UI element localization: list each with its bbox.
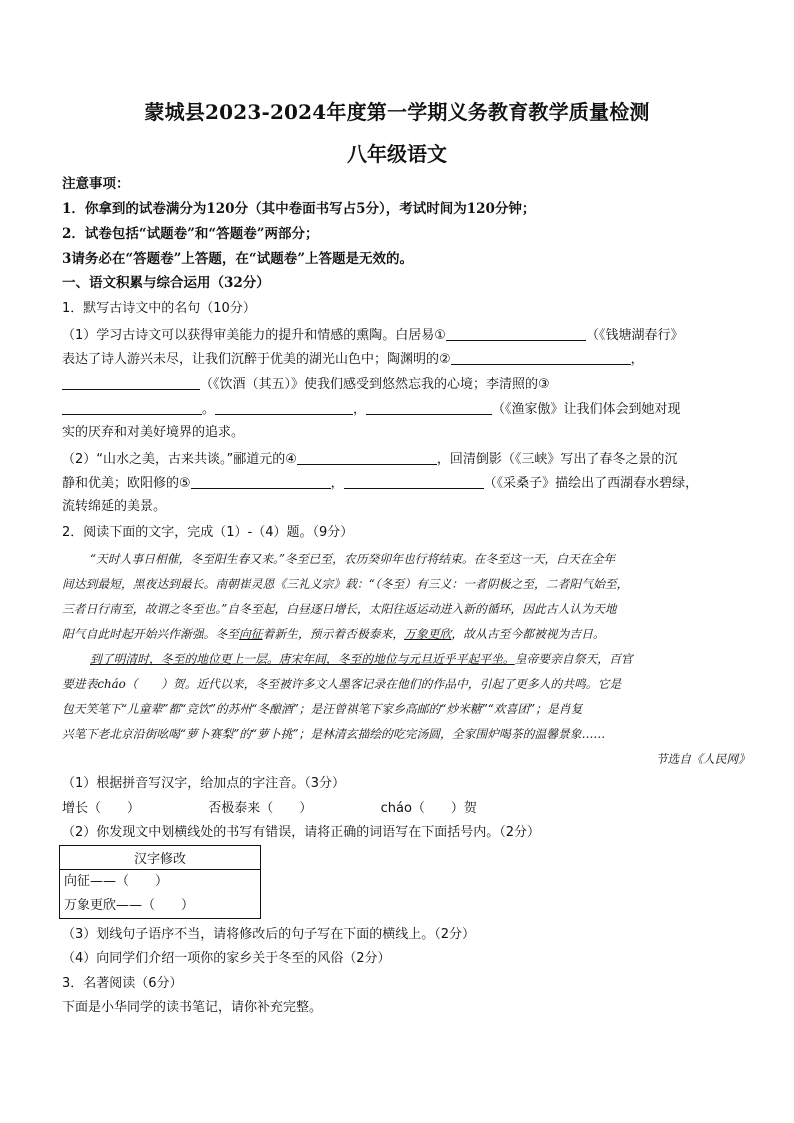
sub-question: （3）划线句子语序不当，请将修改后的句子写在下面的横线上。（2分） (62, 927, 476, 942)
text-span: （《采桑子》描绘出了西湖春水碧绿， (483, 476, 699, 491)
passage-line: 间达到最短，黑夜达到最长。南朝崔灵恩《三礼义宗》载：“（冬至）有三义：一者阴极之至，二者阳气始至， (62, 577, 629, 591)
q1-paragraph-line (62, 326, 683, 345)
text-span: （《饮酒（其五）》使我们感受到悠然忘我的心境；李清照的③ (200, 377, 550, 392)
q1-paragraph-line: 实的厌弃和对美好境界的追求。 (62, 425, 245, 440)
answer-blank-5a[interactable] (191, 474, 331, 489)
sub1-items (62, 800, 477, 818)
underlined-word: 万象更欣 (404, 627, 452, 641)
notes-item: 2．试卷包括“试题卷”和“答题卷”两部分； (62, 226, 319, 242)
passage-line: 包天笑笔下“儿童辈”都“竞饮”的苏州“冬酿酒”；是汪曾祺笔下家乡高邮的“炒米糖”“欢喜团”；是肖复 (62, 702, 583, 716)
text-span: 着新生，预示着否极泰来， (262, 627, 405, 641)
underlined-word: 向征 (238, 627, 263, 641)
sub-question: （1）根据拼音写汉字，给加点的字注音。（3分） (62, 776, 346, 791)
question-title: 1．默写古诗文中的名句（10分） (62, 301, 256, 316)
q1-paragraph-line (62, 375, 550, 394)
answer-blank-1[interactable] (446, 326, 586, 341)
text-span: （1）学习古诗文可以获得审美能力的提升和情感的熏陶。白居易① (62, 328, 446, 343)
text-span: ， (353, 402, 367, 417)
table-row-item[interactable]: 向征——（ ） (64, 874, 169, 889)
exam-subtitle: 八年级语文 (347, 142, 447, 166)
answer-blank-3c[interactable] (366, 400, 492, 415)
sub-question: （4）向同学们介绍一项你的家乡关于冬至的风俗（2分） (62, 951, 391, 966)
table-row-item[interactable]: 万象更欣——（ ） (64, 898, 195, 913)
text-span: （2）“山水之美，古来共谈。”郦道元的④ (62, 452, 297, 467)
text-span: ，故从古至今都被视为吉日。 (451, 627, 605, 641)
notes-heading: 注意事项： (62, 176, 130, 192)
text-span: （《渔家傲》让我们体会到她对现 (492, 402, 681, 417)
question-title: 3．名著阅读（6分） (62, 976, 183, 991)
pinyin-item: 增长（ ） (62, 801, 141, 816)
text-span: ， (630, 352, 644, 367)
passage-line: 要进表cháo（ ）贺。近代以来，冬至被许多文人墨客记录在他们的作品中，引起了更多人的共鸣。它是 (62, 677, 622, 691)
q1-paragraph-line (62, 450, 677, 469)
table-header: 汉字修改 (60, 846, 261, 870)
answer-blank-3b[interactable] (215, 400, 353, 415)
answer-blank-2[interactable] (451, 350, 631, 365)
text-span: 皇帝要亲自祭天，百官 (514, 652, 633, 666)
underlined-sentence: 到了明清时，冬至的地位更上一层。唐宋年间，冬至的地位与元旦近乎平起平坐。 (90, 652, 515, 666)
text-span: 阳气自此时起开始兴作渐强。冬至 (62, 627, 239, 641)
q1-paragraph-line (62, 400, 681, 419)
question-title: 2．阅读下面的文字，完成（1）-（4）题。（9分） (62, 525, 354, 540)
passage-line: 三者日行南至，故谓之冬至也。”自冬至起，白昼逐日增长，太阳往返运动进入新的循环，因此古人认为天地 (62, 602, 617, 616)
answer-blank-3a[interactable] (62, 400, 202, 415)
text-span: 。 (202, 402, 216, 417)
text-span: 静和优美；欧阳修的⑤ (62, 476, 191, 491)
section-heading: 一、语文积累与综合运用（32分） (62, 275, 270, 291)
exam-title: 蒙城县2023-2024年度第一学期义务教育教学质量检测 (144, 100, 650, 124)
table-row (60, 870, 261, 919)
q1-paragraph-line: 流转绵延的美景。 (62, 499, 167, 514)
pinyin-item: 否极泰来（ ） (208, 801, 313, 816)
pinyin-item: cháo（ ）贺 (380, 801, 477, 816)
question-intro: 下面是小华同学的读书笔记，请你补充完整。 (62, 1000, 323, 1015)
q1-paragraph-line (62, 474, 698, 493)
answer-blank-4[interactable] (297, 450, 437, 465)
passage-line (90, 650, 633, 668)
q1-paragraph-line (62, 350, 644, 369)
text-span: ， (330, 476, 344, 491)
correction-table (59, 845, 261, 919)
notes-item: 1．你拿到的试卷满分为120分（其中卷面书写占5分），考试时间为120分钟； (62, 201, 536, 217)
notes-item: 3请务必在“答题卷”上答题，在“试题卷”上答题是无效的。 (62, 251, 413, 267)
sub-question: （2）你发现文中划横线处的书写有错误，请将正确的词语写在下面括号内。（2分） (62, 825, 541, 840)
answer-blank-5b[interactable] (344, 474, 484, 489)
passage-line: “天时人事日相催，冬至阳生春又来。”冬至已至，农历癸卯年也行将结束。在冬至这一天，白天在全年 (90, 552, 616, 566)
text-span: 表达了诗人游兴未尽，让我们沉醉于优美的湖光山色中；陶渊明的② (62, 352, 451, 367)
text-span: ，回清倒影（《三峡》写出了春冬之景的沉 (436, 452, 678, 467)
passage-line (62, 625, 605, 643)
passage-source: 节选自《人民网》 (655, 752, 750, 766)
text-span: （《钱塘湖春行》 (585, 328, 684, 343)
answer-blank-2b[interactable] (62, 375, 200, 390)
passage-line: 兴笔下老北京沿街吆喝“萝卜赛梨”的“萝卜挑”；是林清玄描绘的吃完汤圆，全家围炉喝茶的温馨景象…… (62, 727, 606, 741)
